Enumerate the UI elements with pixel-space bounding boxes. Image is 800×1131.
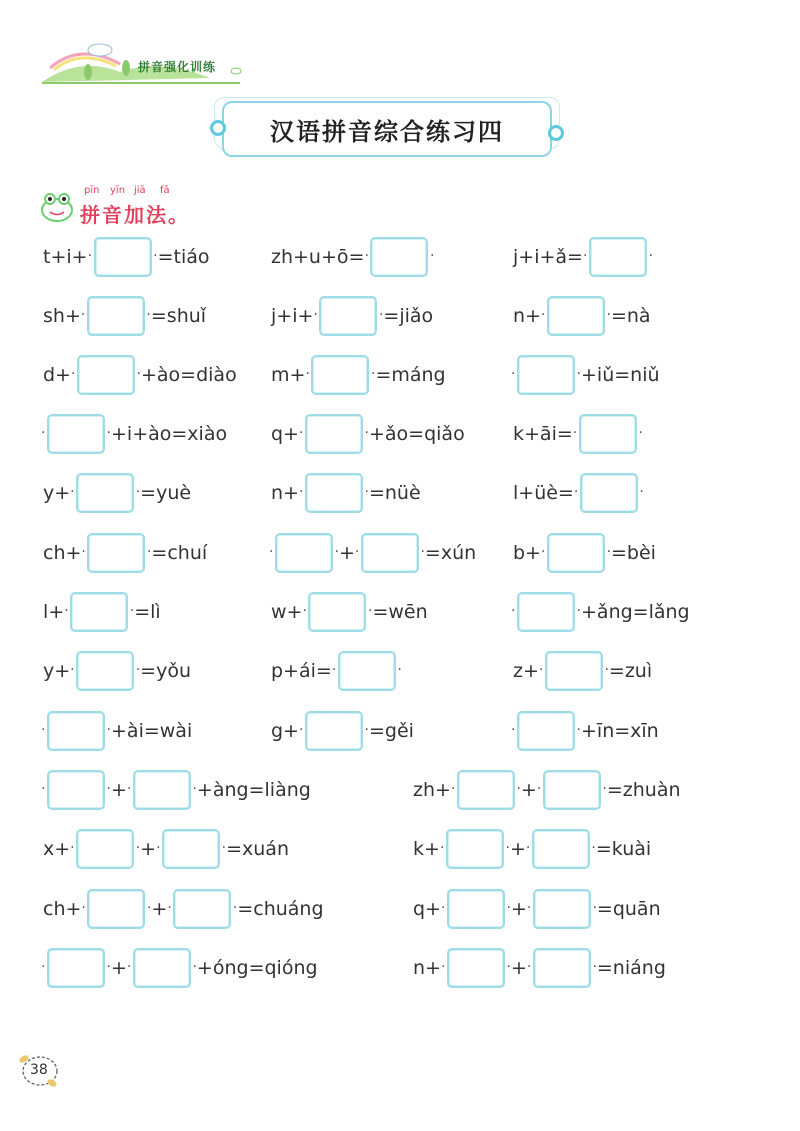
equation-text: q+ bbox=[413, 898, 441, 920]
equation-text: =lì bbox=[134, 601, 161, 623]
answer-box[interactable] bbox=[47, 711, 105, 751]
equation-text: n+ bbox=[271, 482, 299, 504]
answer-box[interactable] bbox=[47, 770, 105, 810]
equation-text: =chuáng bbox=[237, 898, 324, 920]
equation-text: + bbox=[510, 957, 527, 979]
exercise-item bbox=[270, 296, 434, 336]
answer-box[interactable] bbox=[319, 296, 377, 336]
exercise-item bbox=[42, 948, 319, 988]
page-number: 38 bbox=[30, 1062, 48, 1078]
exercise-item bbox=[412, 889, 662, 929]
equation-text: t+i+ bbox=[43, 246, 88, 268]
equation-text: x+ bbox=[43, 838, 71, 860]
equation-text: +óng=qióng bbox=[196, 957, 318, 979]
equation-text: =chuí bbox=[151, 542, 208, 564]
exercise-item bbox=[512, 711, 660, 751]
exercise-item bbox=[512, 533, 657, 573]
answer-box[interactable] bbox=[361, 533, 419, 573]
equation-text: +īn=xīn bbox=[581, 720, 659, 742]
equation-text: =kuài bbox=[595, 838, 652, 860]
equation-text: k+ bbox=[413, 838, 440, 860]
exercise-item bbox=[412, 829, 652, 869]
exercise-item bbox=[512, 651, 653, 691]
answer-box[interactable] bbox=[547, 533, 605, 573]
exercise-item bbox=[42, 237, 211, 277]
equation-text: + bbox=[140, 838, 157, 860]
answer-box[interactable] bbox=[580, 473, 638, 513]
answer-box[interactable] bbox=[338, 651, 396, 691]
equation-text: + bbox=[509, 838, 526, 860]
equation-text: b+ bbox=[513, 542, 541, 564]
equation-text: =yuè bbox=[140, 482, 192, 504]
equation-text: z+ bbox=[513, 660, 539, 682]
answer-box[interactable] bbox=[517, 355, 575, 395]
exercise-item bbox=[42, 355, 238, 395]
equation-text: =máng bbox=[375, 364, 446, 386]
exercise-item bbox=[270, 711, 415, 751]
exercise-item bbox=[512, 296, 652, 336]
title-frame bbox=[222, 101, 552, 157]
answer-box[interactable] bbox=[532, 829, 590, 869]
answer-box[interactable] bbox=[589, 237, 647, 277]
equation-text: + bbox=[111, 779, 127, 801]
equation-text: + bbox=[151, 898, 168, 920]
answer-box[interactable] bbox=[76, 473, 134, 513]
answer-box[interactable] bbox=[308, 592, 366, 632]
equation-text: sh+ bbox=[43, 305, 81, 327]
equation-text: =gěi bbox=[368, 720, 414, 742]
answer-box[interactable] bbox=[547, 296, 605, 336]
answer-box[interactable] bbox=[76, 829, 134, 869]
equation-text: =xún bbox=[424, 542, 477, 564]
equation-text: =zhuàn bbox=[606, 779, 681, 801]
equation-text: l+üè= bbox=[513, 482, 574, 504]
exercise-item bbox=[42, 651, 192, 691]
answer-box[interactable] bbox=[579, 414, 637, 454]
equation-text: + bbox=[520, 779, 537, 801]
exercise-item bbox=[270, 355, 447, 395]
answer-box[interactable] bbox=[305, 473, 363, 513]
answer-box[interactable] bbox=[533, 889, 591, 929]
exercise-item bbox=[42, 414, 228, 454]
pinyin-annotation: fǎ bbox=[160, 185, 170, 196]
equation-text: m+ bbox=[271, 364, 306, 386]
exercise-item bbox=[42, 829, 290, 869]
equation-text: =nà bbox=[610, 305, 651, 327]
equation-text: l+ bbox=[43, 601, 65, 623]
equation-text: k+āi= bbox=[513, 423, 573, 445]
exercise-item bbox=[512, 592, 691, 632]
answer-box[interactable] bbox=[533, 948, 591, 988]
exercise-item bbox=[270, 473, 422, 513]
exercise-item bbox=[270, 651, 401, 691]
equation-text: + bbox=[510, 898, 527, 920]
exercise-item bbox=[42, 533, 208, 573]
exercise-item bbox=[512, 355, 661, 395]
answer-box[interactable] bbox=[305, 711, 363, 751]
pinyin-annotation: jiā bbox=[134, 185, 146, 196]
answer-box[interactable] bbox=[275, 533, 333, 573]
equation-text: n+ bbox=[513, 305, 541, 327]
equation-text: =nüè bbox=[368, 482, 421, 504]
equation-text: +iǔ=niǔ bbox=[581, 364, 660, 386]
equation-text: j+i+ bbox=[271, 305, 314, 327]
exercise-item bbox=[412, 770, 682, 810]
equation-text: =wēn bbox=[372, 601, 428, 623]
exercise-item bbox=[42, 770, 312, 810]
answer-box[interactable] bbox=[87, 533, 145, 573]
answer-box[interactable] bbox=[447, 948, 505, 988]
equation-text: w+ bbox=[271, 601, 303, 623]
equation-text: q+ bbox=[271, 423, 299, 445]
equation-text: ch+ bbox=[43, 542, 82, 564]
answer-box[interactable] bbox=[545, 651, 603, 691]
equation-text: +ài=wài bbox=[111, 720, 193, 742]
series-label: 拼音强化训练 bbox=[138, 60, 217, 74]
equation-text: zh+ bbox=[413, 779, 451, 801]
exercise-item bbox=[42, 592, 162, 632]
exercise-item bbox=[42, 711, 193, 751]
pinyin-annotation: pīn bbox=[84, 185, 100, 196]
section-heading: 拼音加法。 bbox=[80, 203, 190, 227]
equation-text: +ào=diào bbox=[140, 364, 237, 386]
equation-text: =yǒu bbox=[140, 660, 192, 682]
answer-box[interactable] bbox=[311, 355, 369, 395]
equation-text: +ǎo=qiǎo bbox=[368, 423, 465, 445]
equation-text: ch+ bbox=[43, 898, 82, 920]
equation-text: n+ bbox=[413, 957, 441, 979]
answer-box[interactable] bbox=[87, 889, 145, 929]
exercise-item bbox=[270, 237, 433, 277]
exercise-item bbox=[270, 414, 466, 454]
page-title: 汉语拼音综合练习四 bbox=[270, 117, 504, 146]
answer-box[interactable] bbox=[173, 889, 231, 929]
exercise-item bbox=[270, 533, 477, 573]
equation-text: =zuì bbox=[608, 660, 653, 682]
exercise-item bbox=[512, 237, 652, 277]
equation-text: =shuǐ bbox=[150, 305, 207, 327]
equation-text: + bbox=[111, 957, 127, 979]
answer-box[interactable] bbox=[77, 355, 135, 395]
equation-text: +àng=liàng bbox=[196, 779, 311, 801]
equation-text: =tiáo bbox=[157, 246, 210, 268]
answer-box[interactable] bbox=[457, 770, 515, 810]
answer-box[interactable] bbox=[305, 414, 363, 454]
equation-text: + bbox=[339, 542, 355, 564]
exercise-item bbox=[42, 473, 192, 513]
equation-text: =niáng bbox=[596, 957, 666, 979]
answer-box[interactable] bbox=[370, 237, 428, 277]
answer-box[interactable] bbox=[70, 592, 128, 632]
equation-text: =xuán bbox=[226, 838, 289, 860]
equation-text: +ǎng=lǎng bbox=[581, 601, 690, 623]
answer-box[interactable] bbox=[133, 770, 191, 810]
answer-box[interactable] bbox=[133, 948, 191, 988]
answer-box[interactable] bbox=[162, 829, 220, 869]
answer-box[interactable] bbox=[446, 829, 504, 869]
answer-box[interactable] bbox=[517, 711, 575, 751]
equation-text: g+ bbox=[271, 720, 299, 742]
exercise-item bbox=[42, 889, 325, 929]
answer-box[interactable] bbox=[47, 414, 105, 454]
exercise-item bbox=[512, 414, 642, 454]
title-dot-right-icon bbox=[548, 125, 564, 141]
equation-text: y+ bbox=[43, 660, 71, 682]
answer-box[interactable] bbox=[543, 770, 601, 810]
equation-text: zh+u+ō= bbox=[271, 246, 365, 268]
pinyin-annotation: yīn bbox=[110, 185, 126, 196]
equation-text: d+ bbox=[43, 364, 71, 386]
equation-text: y+ bbox=[43, 482, 71, 504]
exercise-item bbox=[42, 296, 207, 336]
frog-icon bbox=[40, 192, 74, 222]
answer-box[interactable] bbox=[447, 889, 505, 929]
equation-text: j+i+ǎ= bbox=[513, 246, 583, 268]
equation-text: =jiǎo bbox=[383, 305, 434, 327]
equation-text: =quān bbox=[596, 898, 661, 920]
exercise-item bbox=[412, 948, 667, 988]
answer-box[interactable] bbox=[47, 948, 105, 988]
exercise-item bbox=[512, 473, 643, 513]
answer-box[interactable] bbox=[517, 592, 575, 632]
exercise-item bbox=[270, 592, 429, 632]
title-dot-left-icon bbox=[210, 120, 226, 136]
equation-text: p+ái= bbox=[271, 660, 332, 682]
equation-text: =bèi bbox=[610, 542, 656, 564]
answer-box[interactable] bbox=[76, 651, 134, 691]
answer-box[interactable] bbox=[94, 237, 152, 277]
equation-text: +i+ào=xiào bbox=[111, 423, 228, 445]
answer-box[interactable] bbox=[87, 296, 145, 336]
